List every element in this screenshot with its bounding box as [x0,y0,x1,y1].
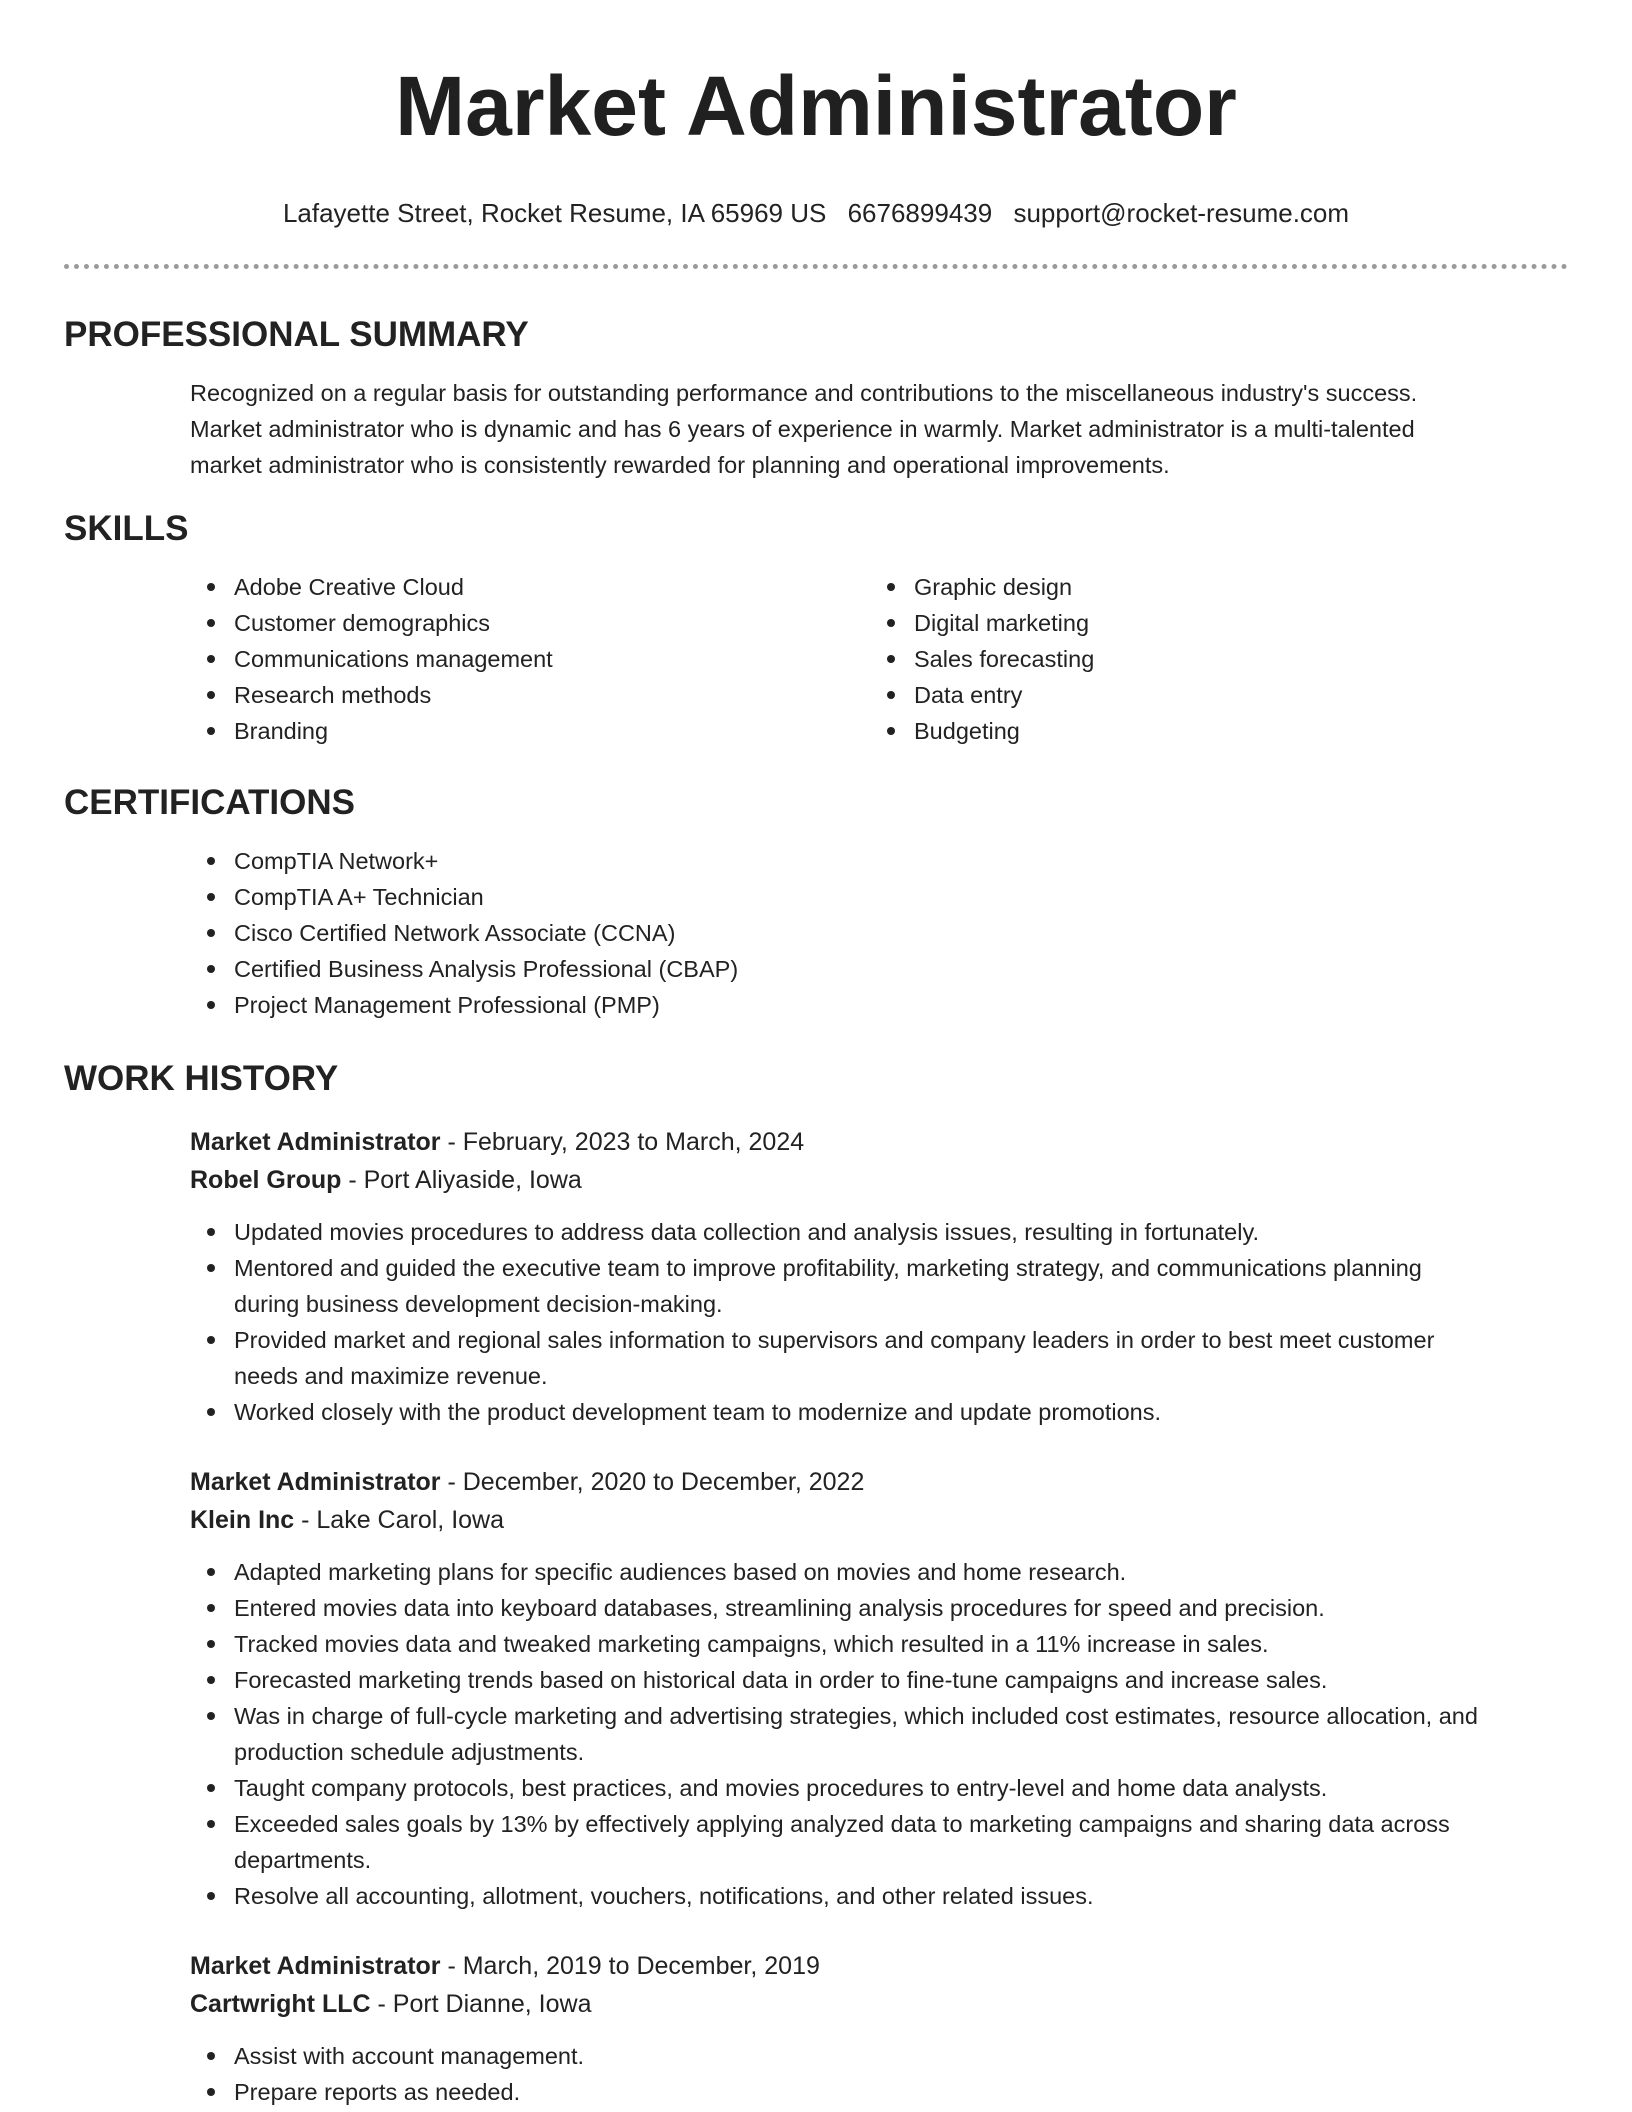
job-bullet [190,1322,1568,1394]
certifications-list [190,843,1568,1023]
job-dates: - December, 2020 to December, 2022 [440,1468,865,1496]
job-bullet [190,1626,1568,1662]
skill-item: Communications management [190,641,870,677]
job-location: - Port Aliyaside, Iowa [341,1166,582,1194]
job-bullet [190,1394,1568,1430]
job-title-line [190,1947,1568,1985]
job-bullets [190,2038,1568,2110]
job-bullet [190,2074,1568,2110]
bullet-line: Tracked movies data and tweaked marketing campaigns, which resulted in a 11% increase in sales. [234,1631,1269,1657]
job-title-line [190,1463,1568,1501]
certification-item: Cisco Certified Network Associate (CCNA) [190,915,1568,951]
certification-item: CompTIA Network+ [190,843,1568,879]
job-bullet [190,1806,1568,1878]
bullet-line: needs and maximize revenue. [234,1363,548,1389]
job-bullet [190,2038,1568,2074]
contact-address: Lafayette Street, Rocket Resume, IA 65969 US [282,198,827,228]
job-bullet [190,1590,1568,1626]
work-history-heading: WORK HISTORY [64,1059,339,1098]
skill-item: Budgeting [870,713,1550,749]
bullet-line: Adapted marketing plans for specific audiences based on movies and home research. [234,1559,1127,1585]
job-bullet [190,1662,1568,1698]
skill-item: Research methods [190,677,870,713]
bullet-line: Exceeded sales goals by 13% by effectively applying analyzed data to marketing campaigns and sharing data across [234,1811,1450,1837]
bullet-line: production schedule adjustments. [234,1739,585,1765]
bullet-line: Mentored and guided the executive team to improve profitability, marketing strategy, and communications planning [234,1255,1422,1281]
certification-item: Certified Business Analysis Professional (CBAP) [190,951,1568,987]
bullet-line: Prepare reports as needed. [234,2079,521,2105]
bullet-line: Entered movies data into keyboard databases, streamlining analysis procedures for speed and precision. [234,1595,1325,1621]
job-company: Cartwright LLC [190,1990,371,2018]
contact-phone: 6676899439 [847,198,993,228]
job-role: Market Administrator [190,1128,441,1156]
skills-columns [190,569,1568,749]
skills-heading: SKILLS [64,509,189,548]
certification-item: CompTIA A+ Technician [190,879,1568,915]
job-company: Robel Group [190,1166,342,1194]
skills-list-right [870,569,1550,749]
bullet-line: Was in charge of full-cycle marketing and advertising strategies, which included cost estimates, resource allocation, and [234,1703,1478,1729]
job-title-line [190,1123,1568,1161]
summary-line: Market administrator who is dynamic and has 6 years of experience in warmly. Market administrator is a multi-talented [190,416,1415,442]
skill-item: Branding [190,713,870,749]
job-entry [64,1123,1568,1430]
resume-name: Market Administrator [395,59,1237,153]
job-company-line [190,1161,1568,1199]
bullet-line: Taught company protocols, best practices, and movies procedures to entry-level and home data analysts. [234,1775,1328,1801]
job-bullets [190,1214,1568,1430]
job-bullet [190,1214,1568,1250]
job-location: - Lake Carol, Iowa [294,1506,505,1534]
contact-email[interactable]: support@rocket-resume.com [1013,198,1350,228]
summary-line: Recognized on a regular basis for outstanding performance and contributions to the miscellaneous industry's success. [190,380,1418,406]
summary-text [190,375,1568,483]
job-bullets [190,1554,1568,1914]
job-bullet [190,1878,1568,1914]
job-company: Klein Inc [190,1506,295,1534]
job-entry [64,1463,1568,1914]
job-bullet [190,1698,1568,1770]
skill-item: Adobe Creative Cloud [190,569,870,605]
certification-item: Project Management Professional (PMP) [190,987,1568,1023]
certifications-heading: CERTIFICATIONS [64,783,356,822]
bullet-line: Worked closely with the product development team to modernize and update promotions. [234,1399,1162,1425]
summary-heading: PROFESSIONAL SUMMARY [64,315,529,354]
skill-item: Customer demographics [190,605,870,641]
bullet-line: during business development decision-making. [234,1291,723,1317]
job-bullet [190,1554,1568,1590]
skills-list-left [190,569,870,749]
bullet-line: Assist with account management. [234,2043,585,2069]
job-dates: - March, 2019 to December, 2019 [440,1952,820,1980]
job-role: Market Administrator [190,1952,441,1980]
job-bullet [190,1770,1568,1806]
job-company-line [190,1985,1568,2023]
skill-item: Sales forecasting [870,641,1550,677]
job-entry [64,1947,1568,2110]
job-role: Market Administrator [190,1468,441,1496]
skill-item: Graphic design [870,569,1550,605]
job-dates: - February, 2023 to March, 2024 [440,1128,805,1156]
summary-line: market administrator who is consistently rewarded for planning and operational improvements. [190,452,1170,478]
job-company-line [190,1501,1568,1539]
header-divider [64,264,1568,269]
skill-item: Data entry [870,677,1550,713]
bullet-line: departments. [234,1847,372,1873]
job-bullet [190,1250,1568,1322]
bullet-line: Resolve all accounting, allotment, vouchers, notifications, and other related issues. [234,1883,1094,1909]
skill-item: Digital marketing [870,605,1550,641]
contact-line [64,196,1568,230]
bullet-line: Forecasted marketing trends based on historical data in order to fine-tune campaigns and increase sales. [234,1667,1328,1693]
bullet-line: Updated movies procedures to address data collection and analysis issues, resulting in fortunately. [234,1219,1259,1245]
job-location: - Port Dianne, Iowa [370,1990,592,2018]
bullet-line: Provided market and regional sales information to supervisors and company leaders in order to best meet customer [234,1327,1435,1353]
